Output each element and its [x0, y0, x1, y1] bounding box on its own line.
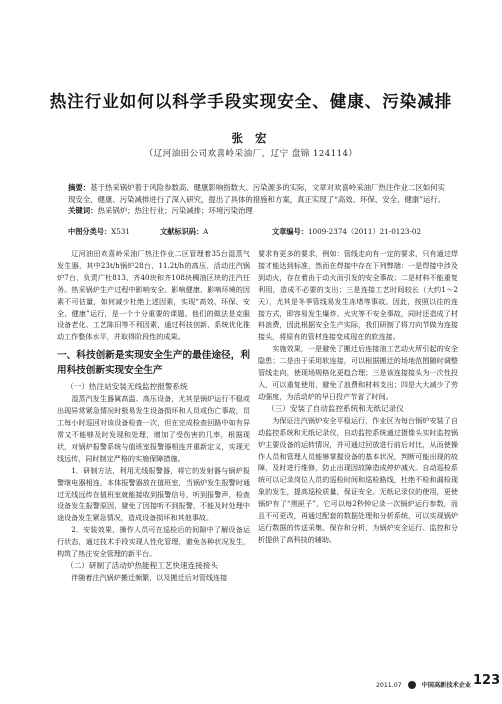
clc-value: X531: [111, 227, 130, 236]
right-paragraph-2: 实施效果，一是避免了搬迁后连接油工艺动火所引起的安全隐患；二是由于采用软连接，可以根据搬迁的场地范围随时调整管线走向，使现场规格化更趋合理；三是该连接接头为一次性投入，可以重复使用，避免了浪费和材料支出；四是大大减少了劳动强度，为活动炉的早日投产节省了时间。: [258, 344, 458, 401]
right-column: [258, 248, 458, 546]
subsection-1-heading: （一）热注站安装无线监控报警系统: [66, 382, 188, 392]
issue-date: 2011.07: [376, 682, 402, 689]
section-1-heading: 一、科技创新是实现安全生产的最佳途径，利用科技创新实现安全生产: [57, 350, 250, 376]
article-title: 热注行业如何以科学手段实现安全、健康、污染减排: [49, 92, 453, 111]
right-paragraph-1: 要求有更多的要求，例如：管线走向有一定的要求，只有通过焊接才能达到标准，然而在焊接中存在下列弊端：一是焊接中涉及到动火，存在着由于动火而引发的安全事故；二是材料不能重复利用，造成不必要的支出；三是连接工艺时间较长（大约1～2天），尤其是冬季管线易发生冻堵等事故。因此，按照以往的连接方式，即容易发生爆炸、火灾等不安全事故，同时还造成了材料浪费，因此根据安全生产实际，我们研制了将刀向节做为连接接头，将原有的管材连接变成现在的软连接。: [258, 249, 458, 342]
abstract-block: [68, 182, 448, 217]
article-id-label: 文章编号：: [272, 227, 308, 236]
keywords-text: 热采锅炉；热注行业；污染减排；环境污染治理: [97, 206, 253, 215]
subsection-2-paragraph-1: 伴随着注汽锅炉搬迁频繁，以及搬迁后对管线连接: [71, 572, 228, 582]
subsection-2-heading: （二）研制了活动炉热能程工艺快速连接接头: [66, 560, 218, 570]
clc-number: [68, 226, 130, 237]
abstract-label: 摘要：: [68, 183, 91, 192]
page-footer: [376, 680, 471, 689]
subsection-3-heading: （三）安装了自动监控系统和无纸记录仪: [267, 403, 404, 413]
article-id-value: 1009-2374（2011）21-0123-02: [307, 227, 422, 236]
subsection-3-paragraph-1: 为保证注汽锅炉安全平稳运行，作业区为每台锅炉安装了自动监控系统和无纸记录仪，自动监控系统通过摄像头实时监控锅炉主要设备的运转情况，并可通过回放进行前后对比，从而使操作人员和管理人员能够掌握设备的基本状况，判断可能出现的故障，及时进行维修，防止出现因故障造成停炉减火。自动巡检系统可以记录岗位人员的巡检时间和巡检路线，杜绝不检和漏检现象的发生，提高巡检质量，保证安全。无纸记录仪的使用，更使锅炉有了“黑匣子”，它可以每2秒钟记录一次锅炉运行参数，而且不可更改，再通过配套的数据处理和分析系统，可以实现锅炉运行数据的传送采集、保存和分析，为锅炉安全运行、监控和分析提供了高科技的辅助。: [258, 415, 458, 544]
subsection-1-paragraph-3: 2．安装效果，操作人员可在巡检后的间隙中了解设备运行状态，通过技术手段实现人性化管理，避免各种状况发生，构筑了热注安全管理的新平台。: [57, 525, 250, 559]
subsection-1-paragraph-2: 1．研制方法，利用无线报警器，将它的发射器与锅炉报警继电器相连，本体报警器放在值班室，当锅炉发生报警时通过无线远传在值班室就能接收到报警信号，听到报警声，检查设备发生报警原因，避免了因接听不到报警，不能及时处理中途设备发生紧急情况，造成设备损坏和其他事故。: [57, 465, 250, 523]
author-affiliation: （辽河油田公司欢喜岭采油厂，辽宁 盘锦 124114）: [144, 149, 358, 159]
keywords-label: 关键词：: [68, 206, 98, 215]
page-number: 123: [473, 673, 501, 688]
article-id: [272, 226, 421, 237]
journal-logo-icon: [408, 681, 416, 689]
left-column: [57, 248, 250, 584]
document-code: [160, 226, 208, 237]
clc-label: 中图分类号：: [68, 227, 112, 236]
subsection-1-paragraph-1: 湿蒸汽发生器属高温、高压设备，尤其是锅炉运行不稳或出现异常紧急情况时极易发生设备损坏和人员或伤亡事故，员工每小时巡回对该设备检查一次，但在完成检查回路中如有异常又不能够及时发现和处理，增加了受伤害的几率，根据现状，对锅炉报警系统与值班室报警器相连并重新定义，实现无线远传，同时制定严格的实施保障措施。: [57, 394, 250, 463]
author-name: 张 宏: [231, 131, 271, 145]
abstract-text: 基于热采锅炉着于风险参数高、健康影响指数大、污染源多的实际，文章对欢喜岭采油厂热注作业二区如何实现安全、健康、污染减排进行了深入研究，提出了具体的措施和方案，真正实现了“高效、环保、安全、健康”运行。: [68, 183, 446, 204]
doc-code-value: A: [203, 227, 209, 236]
journal-name: 中国高新技术企业: [421, 682, 472, 689]
intro-paragraph: 辽河油田欢喜岭采油厂热注作业二区管理着35台湿蒸气发生器，其中23t/h锅炉28台，11.2t/h的高压、活动注汽锅炉7台，负责广杜813、齐40块和齐108块稠油区块的注汽任务。热采锅炉生产过程中影响安全、影响健康、影响环境的因素不可估量，如何减少杜绝上述因素，实现“高效、环保、安全、健康”运行，是一个十分重要的课题。他们的做法是克服设备老化、工艺陈旧等不利因素，通过科技创新、系统优化推动工作整体水平，并取得阶段性的成果。: [57, 249, 250, 342]
doc-code-label: 文献标识码：: [160, 227, 204, 236]
